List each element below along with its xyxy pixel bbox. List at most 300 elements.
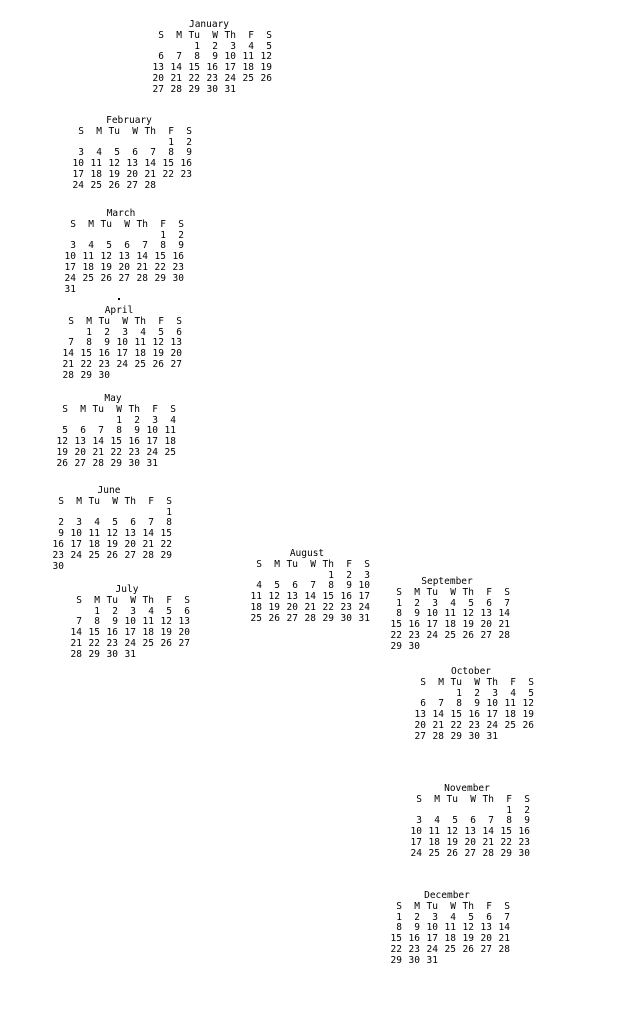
day-cell: 4 — [88, 240, 94, 252]
day-cell: 20 — [286, 601, 298, 613]
day-cell: 5 — [112, 517, 118, 529]
day-cell: 30 — [518, 847, 530, 859]
day-cell: 19 — [160, 627, 172, 639]
day-cell: 24 — [64, 272, 76, 284]
day-cell: 9 — [104, 337, 110, 349]
day-cell: 15 — [160, 528, 172, 540]
day-cell: 30 — [106, 648, 118, 660]
weekday-header: M — [176, 29, 182, 41]
day-cell: 28 — [482, 847, 494, 859]
day-cell: 23 — [180, 168, 192, 180]
day-cell: 2 — [346, 569, 352, 581]
weekday-header: W — [130, 594, 136, 606]
day-cell: 27 — [124, 549, 136, 561]
weekday-header: Th — [134, 315, 146, 327]
day-grid — [404, 795, 530, 860]
weekday-header: Tu — [446, 793, 458, 805]
day-cell: 29 — [322, 612, 334, 624]
weekday-header: W — [310, 558, 316, 570]
day-cell: 22 — [188, 72, 200, 84]
day-cell: 22 — [390, 943, 402, 955]
weekday-header: S — [62, 403, 68, 415]
weekday-header: S — [504, 900, 510, 912]
day-cell: 3 — [432, 597, 438, 609]
day-cell: 27 — [480, 943, 492, 955]
day-cell: 13 — [464, 826, 476, 838]
day-cell: 22 — [160, 538, 172, 550]
day-cell: 12 — [462, 608, 474, 620]
day-cell: 21 — [498, 933, 510, 945]
day-cell: 16 — [172, 251, 184, 263]
day-cell: 10 — [70, 528, 82, 540]
day-cell: 18 — [428, 836, 440, 848]
stray-dot — [118, 298, 120, 300]
month-title: September — [421, 576, 473, 587]
day-grid — [64, 596, 190, 661]
day-cell: 19 — [462, 933, 474, 945]
day-cell: 29 — [188, 83, 200, 95]
month-july — [64, 585, 190, 661]
month-january — [146, 20, 272, 96]
day-cell: 7 — [504, 597, 510, 609]
weekday-header: S — [68, 315, 74, 327]
day-cell: 23 — [340, 601, 352, 613]
day-cell: 1 — [506, 804, 512, 816]
day-cell: 4 — [148, 605, 154, 617]
day-cell: 4 — [450, 911, 456, 923]
day-cell: 14 — [92, 436, 104, 448]
day-cell: 7 — [176, 51, 182, 63]
day-cell: 13 — [414, 709, 426, 721]
day-cell: 24 — [410, 847, 422, 859]
day-cell: 31 — [64, 283, 76, 295]
day-cell: 1 — [396, 597, 402, 609]
day-cell: 27 — [480, 629, 492, 641]
weekday-header: S — [256, 558, 262, 570]
day-cell: 15 — [500, 826, 512, 838]
weekday-header: Th — [144, 125, 156, 137]
weekday-header: W — [116, 403, 122, 415]
day-cell: 19 — [268, 601, 280, 613]
day-cell: 26 — [108, 179, 120, 191]
day-cell: 5 — [62, 425, 68, 437]
weekday-header: S — [266, 29, 272, 41]
day-cell: 18 — [444, 619, 456, 631]
day-cell: 16 — [408, 619, 420, 631]
day-cell: 5 — [468, 911, 474, 923]
month-title: July — [115, 584, 139, 595]
day-cell: 4 — [510, 687, 516, 699]
month-title: February — [106, 115, 152, 126]
day-grid — [58, 220, 184, 296]
day-cell: 22 — [162, 168, 174, 180]
day-cell: 25 — [82, 272, 94, 284]
day-cell: 21 — [498, 619, 510, 631]
day-cell: 5 — [266, 40, 272, 52]
day-cell: 20 — [480, 619, 492, 631]
day-cell: 3 — [152, 414, 158, 426]
day-cell: 18 — [142, 627, 154, 639]
day-cell: 6 — [132, 147, 138, 159]
day-cell: 10 — [116, 337, 128, 349]
day-cell: 2 — [414, 597, 420, 609]
day-cell: 27 — [286, 612, 298, 624]
day-cell: 23 — [172, 261, 184, 273]
weekday-header: Tu — [108, 125, 120, 137]
day-cell: 6 — [470, 815, 476, 827]
day-cell: 18 — [164, 436, 176, 448]
day-cell: 13 — [74, 436, 86, 448]
day-cell: 4 — [96, 147, 102, 159]
weekday-header: M — [96, 125, 102, 137]
weekday-header: F — [248, 29, 254, 41]
day-cell: 20 — [464, 836, 476, 848]
day-cell: 14 — [142, 528, 154, 540]
day-cell: 28 — [498, 629, 510, 641]
day-cell: 17 — [224, 62, 236, 74]
day-cell: 9 — [134, 425, 140, 437]
day-cell: 25 — [142, 637, 154, 649]
day-cell: 3 — [70, 240, 76, 252]
day-cell: 2 — [178, 229, 184, 241]
weekday-header: S — [504, 586, 510, 598]
weekday-header: Tu — [88, 495, 100, 507]
day-cell: 28 — [144, 179, 156, 191]
day-cell: 1 — [396, 911, 402, 923]
day-cell: 8 — [328, 580, 334, 592]
day-cell: 21 — [70, 637, 82, 649]
weekday-header: S — [186, 125, 192, 137]
day-cell: 13 — [126, 158, 138, 170]
day-cell: 5 — [158, 326, 164, 338]
day-cell: 23 — [518, 836, 530, 848]
day-cell: 18 — [504, 709, 516, 721]
day-cell: 19 — [100, 261, 112, 273]
day-cell: 2 — [474, 687, 480, 699]
day-cell: 6 — [420, 698, 426, 710]
day-cell: 16 — [52, 538, 64, 550]
weekday-header: F — [160, 218, 166, 230]
day-cell: 19 — [446, 836, 458, 848]
day-cell: 12 — [160, 616, 172, 628]
day-cell: 6 — [292, 580, 298, 592]
day-cell: 8 — [86, 337, 92, 349]
day-cell: 11 — [88, 528, 100, 540]
weekday-header: W — [112, 495, 118, 507]
day-cell: 29 — [160, 549, 172, 561]
day-cell: 16 — [340, 591, 352, 603]
day-cell: 24 — [486, 719, 498, 731]
weekday-header: Tu — [100, 218, 112, 230]
day-cell: 23 — [52, 549, 64, 561]
day-cell: 15 — [390, 933, 402, 945]
day-cell: 11 — [142, 616, 154, 628]
month-title: April — [104, 305, 134, 316]
day-cell: 16 — [180, 158, 192, 170]
day-cell: 20 — [124, 538, 136, 550]
day-cell: 19 — [260, 62, 272, 74]
weekday-header: W — [470, 793, 476, 805]
day-cell: 5 — [452, 815, 458, 827]
day-cell: 28 — [62, 369, 74, 381]
day-cell: 23 — [408, 943, 420, 955]
day-cell: 14 — [432, 709, 444, 721]
weekday-header: F — [506, 793, 512, 805]
day-cell: 5 — [106, 240, 112, 252]
day-cell: 22 — [322, 601, 334, 613]
day-cell: 17 — [410, 836, 422, 848]
day-cell: 7 — [310, 580, 316, 592]
day-cell: 31 — [358, 612, 370, 624]
day-cell: 31 — [486, 730, 498, 742]
day-cell: 25 — [90, 179, 102, 191]
day-cell: 7 — [488, 815, 494, 827]
day-cell: 15 — [322, 591, 334, 603]
day-cell: 9 — [112, 616, 118, 628]
day-cell: 3 — [78, 147, 84, 159]
day-cell: 29 — [110, 457, 122, 469]
weekday-header: S — [396, 900, 402, 912]
day-cell: 24 — [426, 943, 438, 955]
day-cell: 12 — [100, 251, 112, 263]
day-cell: 17 — [116, 348, 128, 360]
day-cell: 28 — [304, 612, 316, 624]
month-title: August — [289, 548, 325, 559]
day-cell: 16 — [98, 348, 110, 360]
day-cell: 26 — [152, 358, 164, 370]
day-cell: 14 — [144, 158, 156, 170]
day-cell: 22 — [88, 637, 100, 649]
day-cell: 8 — [194, 51, 200, 63]
day-cell: 18 — [444, 933, 456, 945]
day-cell: 13 — [178, 616, 190, 628]
day-cell: 29 — [450, 730, 462, 742]
day-cell: 14 — [498, 608, 510, 620]
day-cell: 18 — [82, 261, 94, 273]
day-cell: 28 — [70, 648, 82, 660]
day-cell: 11 — [428, 826, 440, 838]
weekday-header: F — [168, 125, 174, 137]
day-cell: 12 — [462, 922, 474, 934]
day-cell: 30 — [340, 612, 352, 624]
day-cell: 5 — [166, 605, 172, 617]
day-cell: 21 — [62, 358, 74, 370]
weekday-header: S — [178, 218, 184, 230]
day-cell: 28 — [170, 83, 182, 95]
day-cell: 12 — [106, 528, 118, 540]
day-cell: 10 — [64, 251, 76, 263]
day-cell: 25 — [242, 72, 254, 84]
day-cell: 25 — [444, 943, 456, 955]
day-cell: 15 — [450, 709, 462, 721]
day-cell: 10 — [426, 922, 438, 934]
weekday-header: S — [176, 315, 182, 327]
weekday-header: Th — [322, 558, 334, 570]
day-cell: 27 — [170, 358, 182, 370]
day-cell: 15 — [188, 62, 200, 74]
day-cell: 16 — [408, 933, 420, 945]
weekday-header: M — [434, 793, 440, 805]
weekday-header: Tu — [426, 900, 438, 912]
month-august — [244, 549, 370, 625]
day-grid — [46, 497, 172, 573]
weekday-header: S — [70, 218, 76, 230]
day-cell: 7 — [98, 425, 104, 437]
day-cell: 28 — [142, 549, 154, 561]
day-cell: 29 — [500, 847, 512, 859]
weekday-header: F — [166, 594, 172, 606]
day-cell: 23 — [468, 719, 480, 731]
weekday-header: S — [76, 594, 82, 606]
day-cell: 21 — [142, 538, 154, 550]
day-cell: 4 — [94, 517, 100, 529]
day-cell: 9 — [474, 698, 480, 710]
day-cell: 23 — [106, 637, 118, 649]
day-cell: 4 — [434, 815, 440, 827]
day-cell: 26 — [260, 72, 272, 84]
weekday-header: F — [152, 403, 158, 415]
weekday-header: M — [80, 403, 86, 415]
weekday-header: Tu — [92, 403, 104, 415]
day-cell: 1 — [166, 506, 172, 518]
day-cell: 1 — [194, 40, 200, 52]
day-cell: 24 — [426, 629, 438, 641]
day-cell: 1 — [94, 605, 100, 617]
day-cell: 3 — [130, 605, 136, 617]
day-cell: 9 — [58, 528, 64, 540]
month-april — [56, 306, 182, 382]
day-cell: 26 — [100, 272, 112, 284]
day-cell: 10 — [410, 826, 422, 838]
weekday-header: S — [158, 29, 164, 41]
day-cell: 20 — [118, 261, 130, 273]
day-cell: 30 — [52, 560, 64, 572]
day-cell: 5 — [468, 597, 474, 609]
day-cell: 25 — [444, 629, 456, 641]
day-cell: 19 — [152, 348, 164, 360]
weekday-header: M — [94, 594, 100, 606]
day-cell: 30 — [408, 954, 420, 966]
day-cell: 18 — [88, 538, 100, 550]
day-cell: 9 — [178, 240, 184, 252]
weekday-header: Th — [224, 29, 236, 41]
day-cell: 30 — [468, 730, 480, 742]
day-cell: 26 — [56, 457, 68, 469]
day-cell: 17 — [146, 436, 158, 448]
day-cell: 16 — [206, 62, 218, 74]
day-cell: 24 — [70, 549, 82, 561]
weekday-header: Th — [486, 676, 498, 688]
day-cell: 27 — [118, 272, 130, 284]
day-cell: 8 — [168, 147, 174, 159]
day-cell: 2 — [104, 326, 110, 338]
month-march — [58, 209, 184, 295]
day-cell: 13 — [286, 591, 298, 603]
day-cell: 14 — [498, 922, 510, 934]
day-cell: 28 — [92, 457, 104, 469]
weekday-header: F — [486, 586, 492, 598]
day-cell: 8 — [396, 608, 402, 620]
day-cell: 11 — [250, 591, 262, 603]
day-cell: 30 — [98, 369, 110, 381]
day-cell: 30 — [408, 640, 420, 652]
day-cell: 17 — [70, 538, 82, 550]
weekday-header: S — [170, 403, 176, 415]
day-cell: 9 — [414, 922, 420, 934]
day-cell: 29 — [390, 640, 402, 652]
day-cell: 9 — [346, 580, 352, 592]
day-cell: 8 — [506, 815, 512, 827]
day-cell: 23 — [128, 446, 140, 458]
day-cell: 15 — [88, 627, 100, 639]
day-cell: 10 — [486, 698, 498, 710]
weekday-header: S — [420, 676, 426, 688]
day-cell: 25 — [88, 549, 100, 561]
day-cell: 27 — [464, 847, 476, 859]
day-cell: 7 — [142, 240, 148, 252]
day-cell: 12 — [108, 158, 120, 170]
day-cell: 20 — [126, 168, 138, 180]
day-cell: 22 — [500, 836, 512, 848]
day-cell: 20 — [152, 72, 164, 84]
day-cell: 6 — [80, 425, 86, 437]
day-cell: 11 — [134, 337, 146, 349]
day-cell: 8 — [166, 517, 172, 529]
weekday-header: F — [346, 558, 352, 570]
day-cell: 13 — [170, 337, 182, 349]
day-cell: 10 — [124, 616, 136, 628]
day-cell: 5 — [274, 580, 280, 592]
weekday-header: Th — [136, 218, 148, 230]
day-cell: 21 — [170, 72, 182, 84]
weekday-header: M — [274, 558, 280, 570]
day-cell: 24 — [72, 179, 84, 191]
day-cell: 25 — [504, 719, 516, 731]
weekday-header: Tu — [286, 558, 298, 570]
day-cell: 6 — [486, 911, 492, 923]
day-cell: 24 — [124, 637, 136, 649]
day-cell: 13 — [118, 251, 130, 263]
day-cell: 31 — [146, 457, 158, 469]
day-cell: 11 — [164, 425, 176, 437]
month-title: January — [188, 19, 230, 30]
day-cell: 8 — [94, 616, 100, 628]
weekday-header: F — [510, 676, 516, 688]
day-cell: 13 — [480, 608, 492, 620]
weekday-header: M — [86, 315, 92, 327]
day-cell: 11 — [90, 158, 102, 170]
day-cell: 17 — [426, 933, 438, 945]
day-cell: 26 — [522, 719, 534, 731]
day-cell: 15 — [80, 348, 92, 360]
day-cell: 19 — [522, 709, 534, 721]
day-cell: 15 — [154, 251, 166, 263]
day-cell: 12 — [260, 51, 272, 63]
day-cell: 24 — [116, 358, 128, 370]
day-cell: 1 — [456, 687, 462, 699]
day-cell: 20 — [414, 719, 426, 731]
day-cell: 20 — [178, 627, 190, 639]
day-cell: 26 — [462, 943, 474, 955]
day-cell: 23 — [206, 72, 218, 84]
day-cell: 21 — [92, 446, 104, 458]
day-cell: 25 — [134, 358, 146, 370]
day-cell: 19 — [106, 538, 118, 550]
day-cell: 19 — [56, 446, 68, 458]
day-cell: 5 — [114, 147, 120, 159]
day-cell: 2 — [58, 517, 64, 529]
day-cell: 28 — [432, 730, 444, 742]
